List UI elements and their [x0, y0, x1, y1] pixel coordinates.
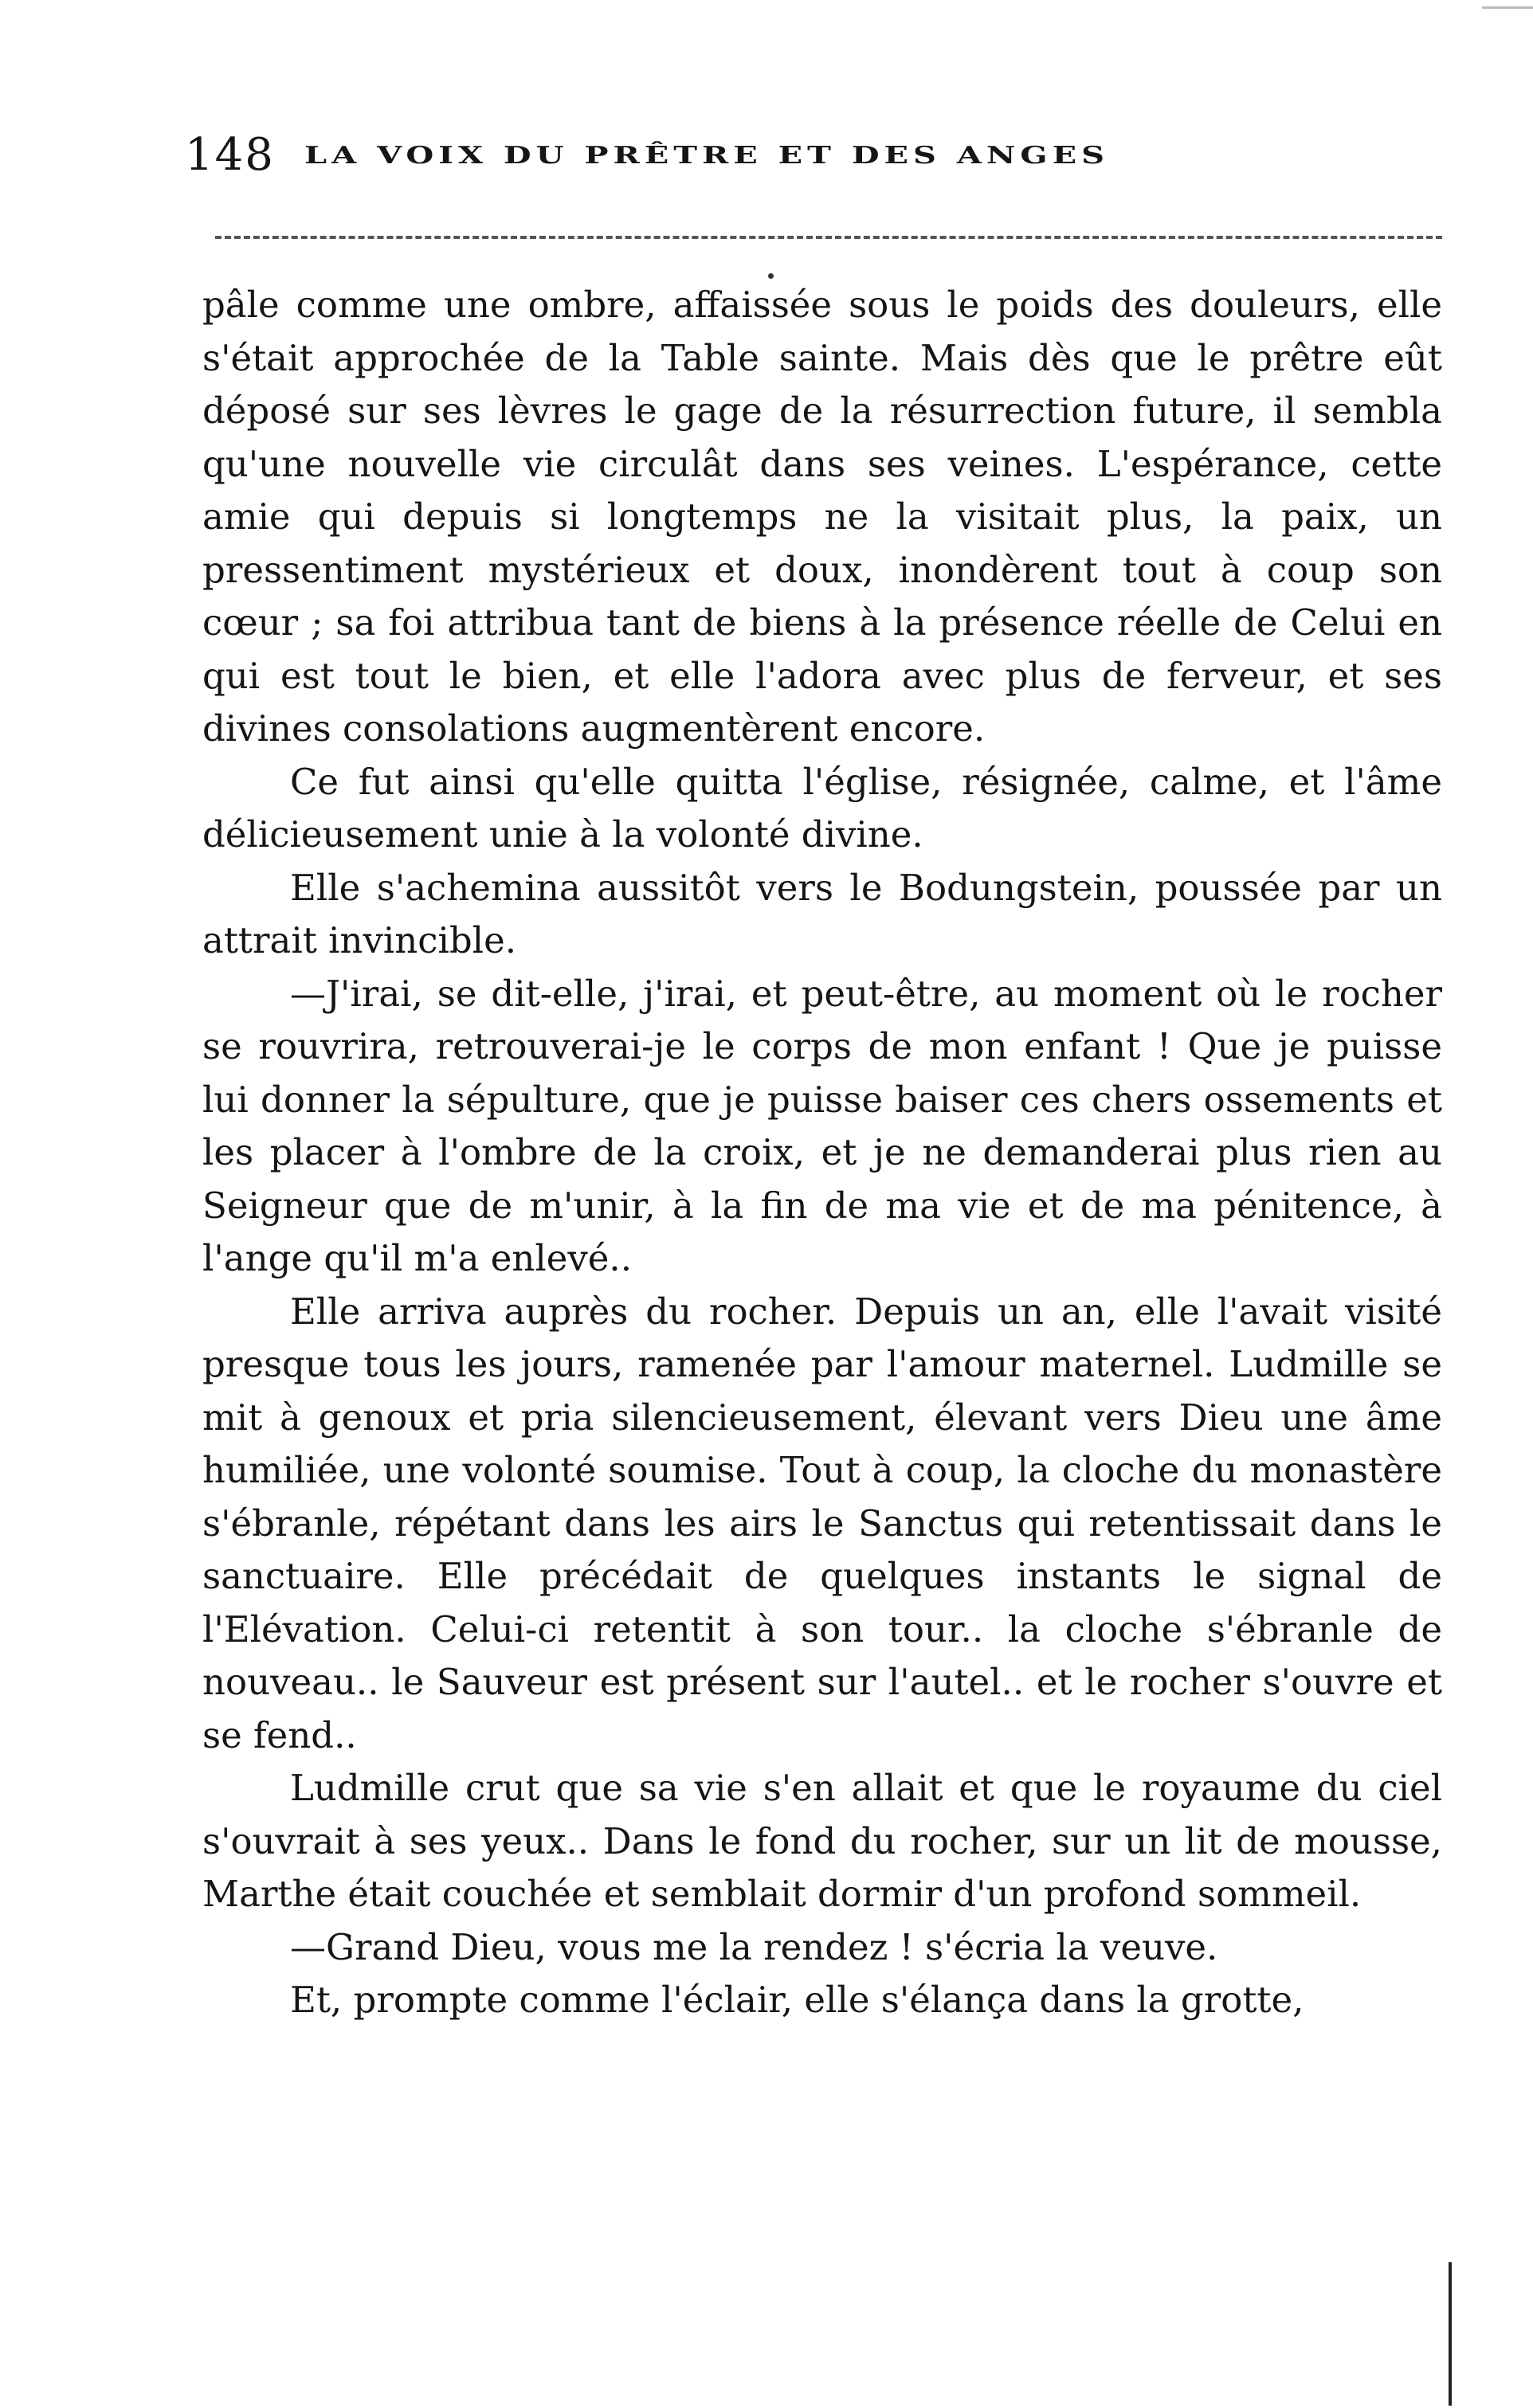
paragraph: Elle s'achemina aussitôt vers le Bodungstein, poussée par un attrait invincible. — [202, 866, 1442, 961]
paragraph: —Grand Dieu, vous me la rendez ! s'écria la veuve. — [290, 1925, 1218, 1968]
paragraph: Ludmille crut que sa vie s'en allait et que le royaume du ciel s'ouvrait à ses yeux.. Dans le fond du rocher, sur un lit de mousse, Marthe était couchée et semblait dormir d'un profond sommeil. — [202, 1767, 1442, 1915]
body-text — [202, 279, 1442, 2027]
paragraph: —J'irai, se dit-elle, j'irai, et peut-être, au moment où le rocher se rouvrira, retrouverai-je le corps de mon enfant ! Que je puisse lui donner la sépulture, que je puisse baiser ces chers ossements et les placer à l'ombre de la croix, et je ne demanderai plus rien au Seigneur que de m'unir, à la fin de ma vie et de ma pénitence, à l'ange qu'il m'a enlevé.. — [202, 972, 1442, 1279]
scan-edge-mark — [1482, 6, 1533, 9]
ink-dot — [768, 273, 774, 279]
page-number: 148 — [185, 129, 275, 181]
paragraph: Elle arriva auprès du rocher. Depuis un an, elle l'avait visité presque tous les jours, ramenée par l'amour maternel. Ludmille se mit à genoux et pria silencieusement, élevant vers Dieu une âme humiliée, une volonté soumise. Tout à coup, la cloche du monastère s'ébranle, répétant dans les airs le Sanctus qui retentissait dans le sanctuaire. Elle précédait de quelques instants le signal de l'Elévation. Celui-ci retentit à son tour.. la cloche s'ébranle de nouveau.. le Sauveur est présent sur l'autel.. et le rocher s'ouvre et se fend.. — [202, 1290, 1442, 1756]
paragraph: pâle comme une ombre, affaissée sous le poids des douleurs, elle s'était approchée de la Table sainte. Mais dès que le prêtre eût déposé sur ses lèvres le gage de la résurrection future, il sembla qu'une nouvelle vie circulât dans ses veines. L'espérance, cette amie qui depuis si longtemps ne la visitait plus, la paix, un pressentiment mystérieux et doux, inondèrent tout à coup son cœur ; sa foi attribua tant de biens à la présence réelle de Celui en qui est tout le bien, et elle l'adora avec plus de ferveur, et ses divines consolations augmentèrent encore. — [202, 284, 1442, 750]
paragraph: Ce fut ainsi qu'elle quitta l'église, résignée, calme, et l'âme délicieusement unie à la volonté divine. — [202, 760, 1442, 856]
paragraph: Et, prompte comme l'éclair, elle s'élança dans la grotte, — [290, 1979, 1304, 2021]
page-edge-line — [1449, 2262, 1452, 2406]
page-header — [185, 119, 1444, 191]
header-rule — [215, 236, 1442, 239]
running-head: LA VOIX DU PRÊTRE ET DES ANGES — [304, 141, 1109, 170]
